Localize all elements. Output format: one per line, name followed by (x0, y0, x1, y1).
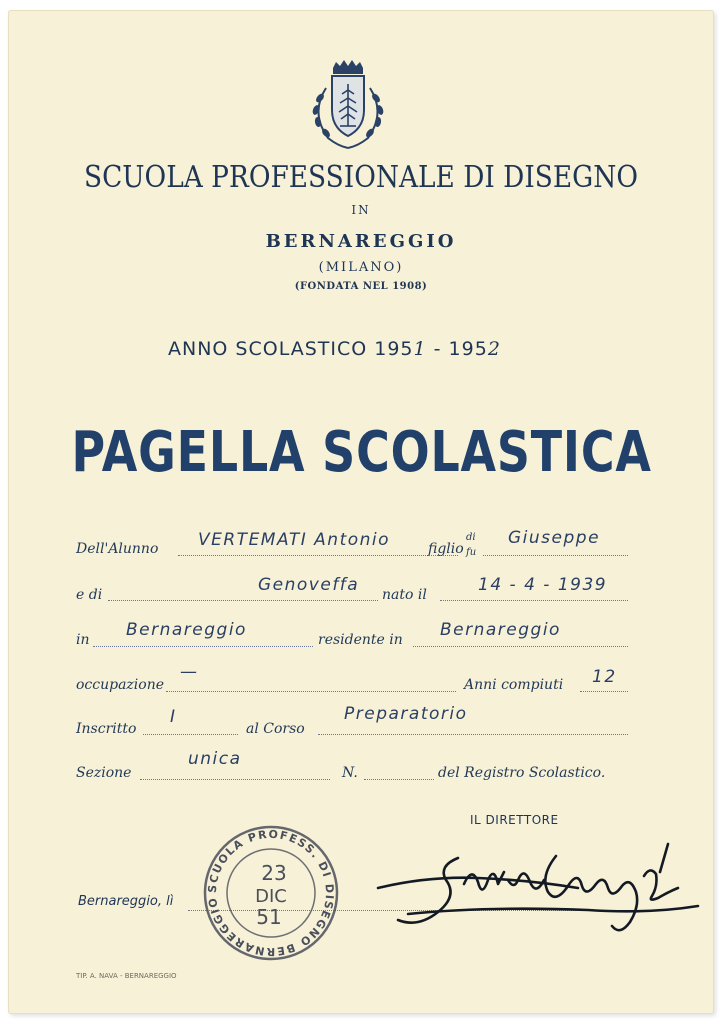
section-line (140, 779, 330, 780)
school-founded: (FONDATA NEL 1908) (294, 281, 428, 292)
section-value: unica (188, 749, 242, 769)
alunno-label: Dell'Alunno (76, 541, 159, 557)
school-town: BERNAREGGIO (265, 231, 457, 252)
course-value: Preparatorio (344, 704, 468, 724)
report-card-page (8, 10, 714, 1014)
stamp-year: 51 (256, 905, 282, 929)
course-line (318, 734, 628, 735)
in-label: in (76, 632, 90, 648)
year-end-digit: 2 (487, 338, 501, 360)
birthplace-line (93, 646, 313, 647)
occupation-line (166, 691, 456, 692)
alunno-value: VERTEMATI Antonio (198, 530, 391, 550)
registro-label: del Registro Scolastico. (438, 765, 606, 781)
stamp-ring-text: SCUOLA PROFESS. DI DISEGNO BERNAREGGIO (205, 827, 337, 959)
class-line (143, 734, 238, 735)
printer-credit: TIP. A. NAVA - BERNAREGGIO (76, 972, 177, 980)
document-title: PAGELLA SCOLASTICA (71, 420, 652, 485)
residence-value: Bernareggio (440, 620, 561, 640)
school-name: SCUOLA PROFESSIONALE DI DISEGNO (84, 160, 638, 195)
year-start-digit: 1 (413, 338, 427, 360)
occupation-value: — (180, 662, 199, 682)
register-number-line (364, 779, 434, 780)
age-value: 12 (592, 667, 617, 687)
residence-line (413, 646, 628, 647)
figlio-label: figlio (428, 541, 464, 557)
di-label: di (466, 532, 476, 543)
class-value: I (170, 707, 177, 727)
school-province: (MILANO) (318, 260, 404, 275)
birthplace-value: Bernareggio (126, 620, 247, 640)
birth-date: 14 - 4 - 1939 (478, 575, 608, 595)
inscritto-label: Inscritto (76, 721, 137, 737)
mother-value: Genoveffa (258, 575, 360, 595)
school-year (168, 338, 501, 360)
school-stamp (196, 818, 346, 968)
anni-label: Anni compiuti (464, 677, 564, 693)
coat-of-arms-emblem (298, 58, 398, 154)
mother-line (108, 600, 378, 601)
director-signature (368, 836, 708, 946)
corso-label: al Corso (246, 721, 305, 737)
nato-label: nato il (382, 587, 427, 603)
alunno-line (178, 555, 458, 556)
year-label: ANNO SCOLASTICO 195 (168, 338, 414, 360)
school-in-label: IN (351, 203, 371, 217)
birth-date-line (440, 600, 628, 601)
director-label: IL DIRETTORE (470, 813, 559, 827)
madre-label: e di (76, 587, 103, 603)
father-value: Giuseppe (508, 528, 601, 548)
n-label: N. (342, 765, 358, 781)
age-line (580, 691, 628, 692)
occupazione-label: occupazione (76, 677, 165, 693)
place-date-label: Bernareggio, lì (78, 894, 174, 909)
residente-label: residente in (318, 632, 403, 648)
year-separator: - 195 (426, 338, 488, 360)
father-line (483, 555, 628, 556)
fu-label: fu (466, 547, 477, 558)
stamp-day: 23 (261, 861, 287, 885)
sezione-label: Sezione (76, 765, 132, 781)
stamp-month: DIC (255, 886, 287, 907)
